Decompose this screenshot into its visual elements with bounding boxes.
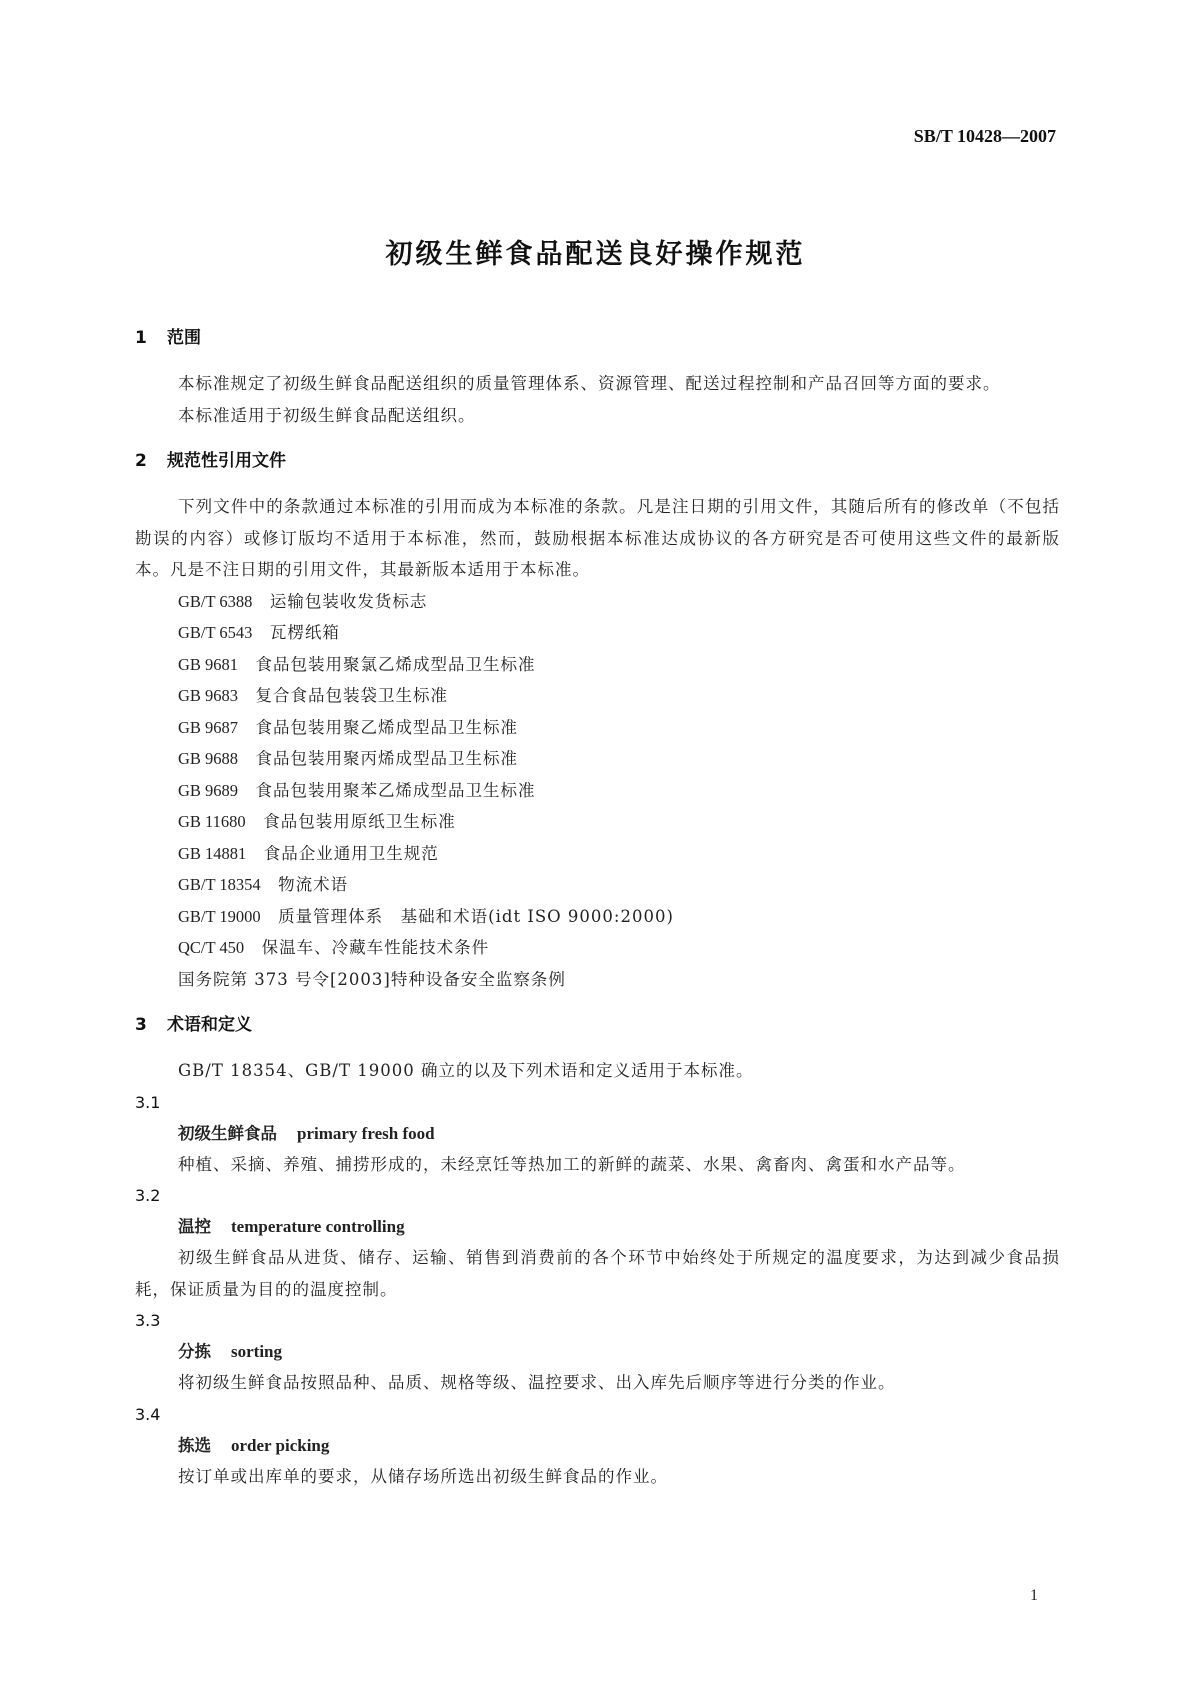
- term-definition: 初级生鲜食品从进货、储存、运输、销售到消费前的各个环节中始终处于所规定的温度要求，为达到减少食品损耗，保证质量为目的的温度控制。: [135, 1248, 1060, 1299]
- reference-item: [135, 901, 1060, 933]
- term-name-en: primary fresh food: [297, 1123, 435, 1143]
- reference-code: GB 9687: [178, 717, 239, 737]
- reference-item: [135, 680, 1060, 712]
- reference-code: GB/T 6543: [178, 623, 253, 642]
- term-name-zh: 分拣: [178, 1342, 211, 1361]
- term-definition: 种植、采摘、养殖、捕捞形成的，未经烹饪等热加工的新鲜的蔬菜、水果、禽畜肉、禽蛋和水产品等。: [178, 1154, 966, 1174]
- paragraph: 本标准规定了初级生鲜食品配送组织的质量管理体系、资源管理、配送过程控制和产品召回等方面的要求。: [178, 374, 1001, 393]
- document-title: 初级生鲜食品配送良好操作规范: [385, 239, 806, 270]
- term-list: [135, 1087, 1060, 1493]
- term-name-en: order picking: [231, 1435, 330, 1455]
- reference-item: [135, 806, 1060, 838]
- section-heading-3: [135, 1009, 1060, 1041]
- reference-item: [135, 712, 1060, 744]
- reference-name: 复合食品包装袋卫生标准: [255, 686, 449, 705]
- document-body: [135, 322, 1060, 1492]
- term-heading: [135, 1430, 1060, 1461]
- reference-item: [135, 743, 1060, 775]
- reference-item: [135, 838, 1060, 870]
- reference-name: 食品包装用聚氯乙烯成型品卫生标准: [255, 654, 536, 674]
- paragraph: 本标准适用于初级生鲜食品配送组织。: [178, 405, 476, 425]
- section-number: 1: [135, 328, 147, 348]
- term-name-zh: 温控: [178, 1217, 211, 1236]
- reference-code: QC/T 450: [178, 938, 245, 957]
- reference-name: 食品包装用聚乙烯成型品卫生标准: [255, 717, 519, 737]
- reference-item: [135, 932, 1060, 964]
- reference-code: GB 11680: [178, 812, 246, 831]
- reference-name: 质量管理体系 基础和术语(idt ISO 9000:2000): [278, 906, 674, 926]
- paragraph: 下列文件中的条款通过本标准的引用而成为本标准的条款。凡是注日期的引用文件，其随后所有的修改单（不包括勘误的内容）或修订版均不适用于本标准，然而，鼓励根据本标准达成协议的各方研究是否可使用这些文件的最新版本。凡是不注日期的引用文件，其最新版本适用于本标准。: [135, 497, 1060, 579]
- section-heading-2: [135, 445, 1060, 477]
- term-name-en: temperature controlling: [231, 1217, 405, 1236]
- reference-code: GB 14881: [178, 843, 247, 863]
- term-name-zh: 拣选: [178, 1435, 211, 1455]
- reference-item: [135, 586, 1060, 618]
- term-name-zh: 初级生鲜食品: [178, 1123, 277, 1143]
- section-title: 规范性引用文件: [167, 451, 286, 471]
- reference-item: [135, 869, 1060, 901]
- reference-list: [135, 586, 1060, 996]
- reference-name: 国务院第 373 号令[2003]特种设备安全监察条例: [178, 969, 566, 989]
- term-heading: [135, 1211, 1060, 1242]
- term-definition: 按订单或出库单的要求，从储存场所选出初级生鲜食品的作业。: [178, 1466, 668, 1486]
- reference-item: [135, 775, 1060, 807]
- section-number: 2: [135, 451, 147, 471]
- reference-name: 运输包装收发货标志: [269, 591, 428, 611]
- term-name-en: sorting: [231, 1342, 282, 1361]
- reference-name: 食品包装用聚苯乙烯成型品卫生标准: [255, 780, 536, 800]
- document-code: SB/T 10428—2007: [913, 126, 1056, 146]
- section-heading-1: [135, 322, 1060, 354]
- section-title: 术语和定义: [167, 1015, 252, 1035]
- reference-name: 食品包装用原纸卫生标准: [263, 812, 456, 831]
- term-heading: [135, 1118, 1060, 1149]
- reference-code: GB 9689: [178, 780, 239, 800]
- term-heading: [135, 1336, 1060, 1367]
- reference-name: 保温车、冷藏车性能技术条件: [261, 938, 490, 957]
- reference-code: GB/T 18354: [178, 875, 261, 894]
- reference-name: 物流术语: [278, 875, 349, 894]
- reference-name: 食品企业通用卫生规范: [263, 843, 439, 863]
- reference-name: 瓦楞纸箱: [269, 623, 340, 642]
- section-title: 范围: [167, 328, 201, 348]
- page-number: 1: [1030, 1587, 1038, 1604]
- reference-item: [135, 649, 1060, 681]
- reference-name: 食品包装用聚丙烯成型品卫生标准: [255, 749, 519, 768]
- reference-code: GB/T 6388: [178, 591, 253, 611]
- term-number: 3.3: [135, 1311, 161, 1330]
- term-number: 3.4: [135, 1404, 161, 1424]
- reference-code: GB/T 19000: [178, 906, 261, 926]
- reference-item: [135, 964, 1060, 996]
- reference-code: GB 9688: [178, 749, 239, 768]
- term-number: 3.1: [135, 1092, 161, 1112]
- paragraph: GB/T 18354、GB/T 19000 确立的以及下列术语和定义适用于本标准。: [178, 1061, 754, 1080]
- reference-code: GB 9681: [178, 654, 239, 674]
- term-number: 3.2: [135, 1186, 161, 1205]
- section-number: 3: [135, 1015, 147, 1035]
- reference-item: [135, 617, 1060, 649]
- reference-code: GB 9683: [178, 686, 239, 705]
- term-definition: 将初级生鲜食品按照品种、品质、规格等级、温控要求、出入库先后顺序等进行分类的作业。: [178, 1373, 896, 1392]
